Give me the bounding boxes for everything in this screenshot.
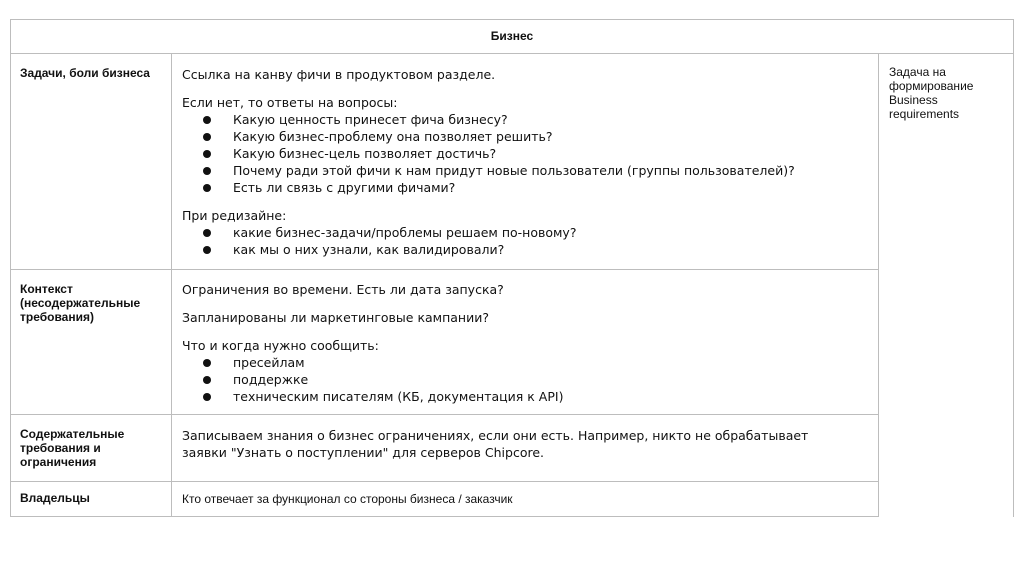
list-item: поддержке [182,371,872,388]
table-divider [10,53,1014,54]
row-label-business-tasks: Задачи, боли бизнеса [20,66,150,80]
row-content-business-tasks [182,66,872,258]
list-item: Есть ли связь с другими фичами? [182,179,872,196]
row-label-owners: Владельцы [20,491,90,505]
questions-intro: Если нет, то ответы на вопросы: [182,95,398,110]
row-content-context [182,281,872,405]
list-item: Какую бизнес-цель позволяет достичь? [182,145,872,162]
row-label-requirements: Содержательные требования и ограничения [20,427,125,469]
notify-list [182,354,872,405]
table-divider [10,414,879,415]
constraints-text: Записываем знания о бизнес ограничениях, если они есть. Например, никто не обрабатывает заявки "Узнать о поступлении" для серверов Chipcore. [182,428,809,460]
table-divider [878,53,879,517]
list-item: Почему ради этой фичи к нам придут новые пользователи (группы пользователей)? [182,162,872,179]
list-item: Какую бизнес-проблему она позволяет решить? [182,128,872,145]
row-content-owners: Кто отвечает за функционал со стороны бизнеса / заказчик [182,492,513,506]
table-divider [10,481,879,482]
list-item: Какую ценность принесет фича бизнесу? [182,111,872,128]
list-item: как мы о них узнали, как валидировали? [182,241,872,258]
table-border-left [10,19,11,517]
canvas-link-text: Ссылка на канву фичи в продуктовом разделе. [182,67,496,82]
notify-intro: Что и когда нужно сообщить: [182,338,379,353]
table-border-right [1013,19,1014,517]
table-divider [171,53,172,517]
time-constraints-text: Ограничения во времени. Есть ли дата запуска? [182,282,504,297]
row-content-requirements [182,427,842,461]
questions-list [182,111,872,196]
marketing-text: Запланированы ли маркетинговые кампании? [182,310,489,325]
row-label-context: Контекст (несодержательные требования) [20,282,141,324]
table-divider [10,269,879,270]
table-header: Бизнес [490,29,534,43]
list-item: техническим писателям (КБ, документация к API) [182,388,872,405]
list-item: какие бизнес-задачи/проблемы решаем по-новому? [182,224,872,241]
list-item: пресейлам [182,354,872,371]
side-note: Задача на формирование Business requirements [889,65,974,121]
redesign-intro: При редизайне: [182,208,287,223]
redesign-list [182,224,872,258]
table-border-bottom [10,516,879,517]
